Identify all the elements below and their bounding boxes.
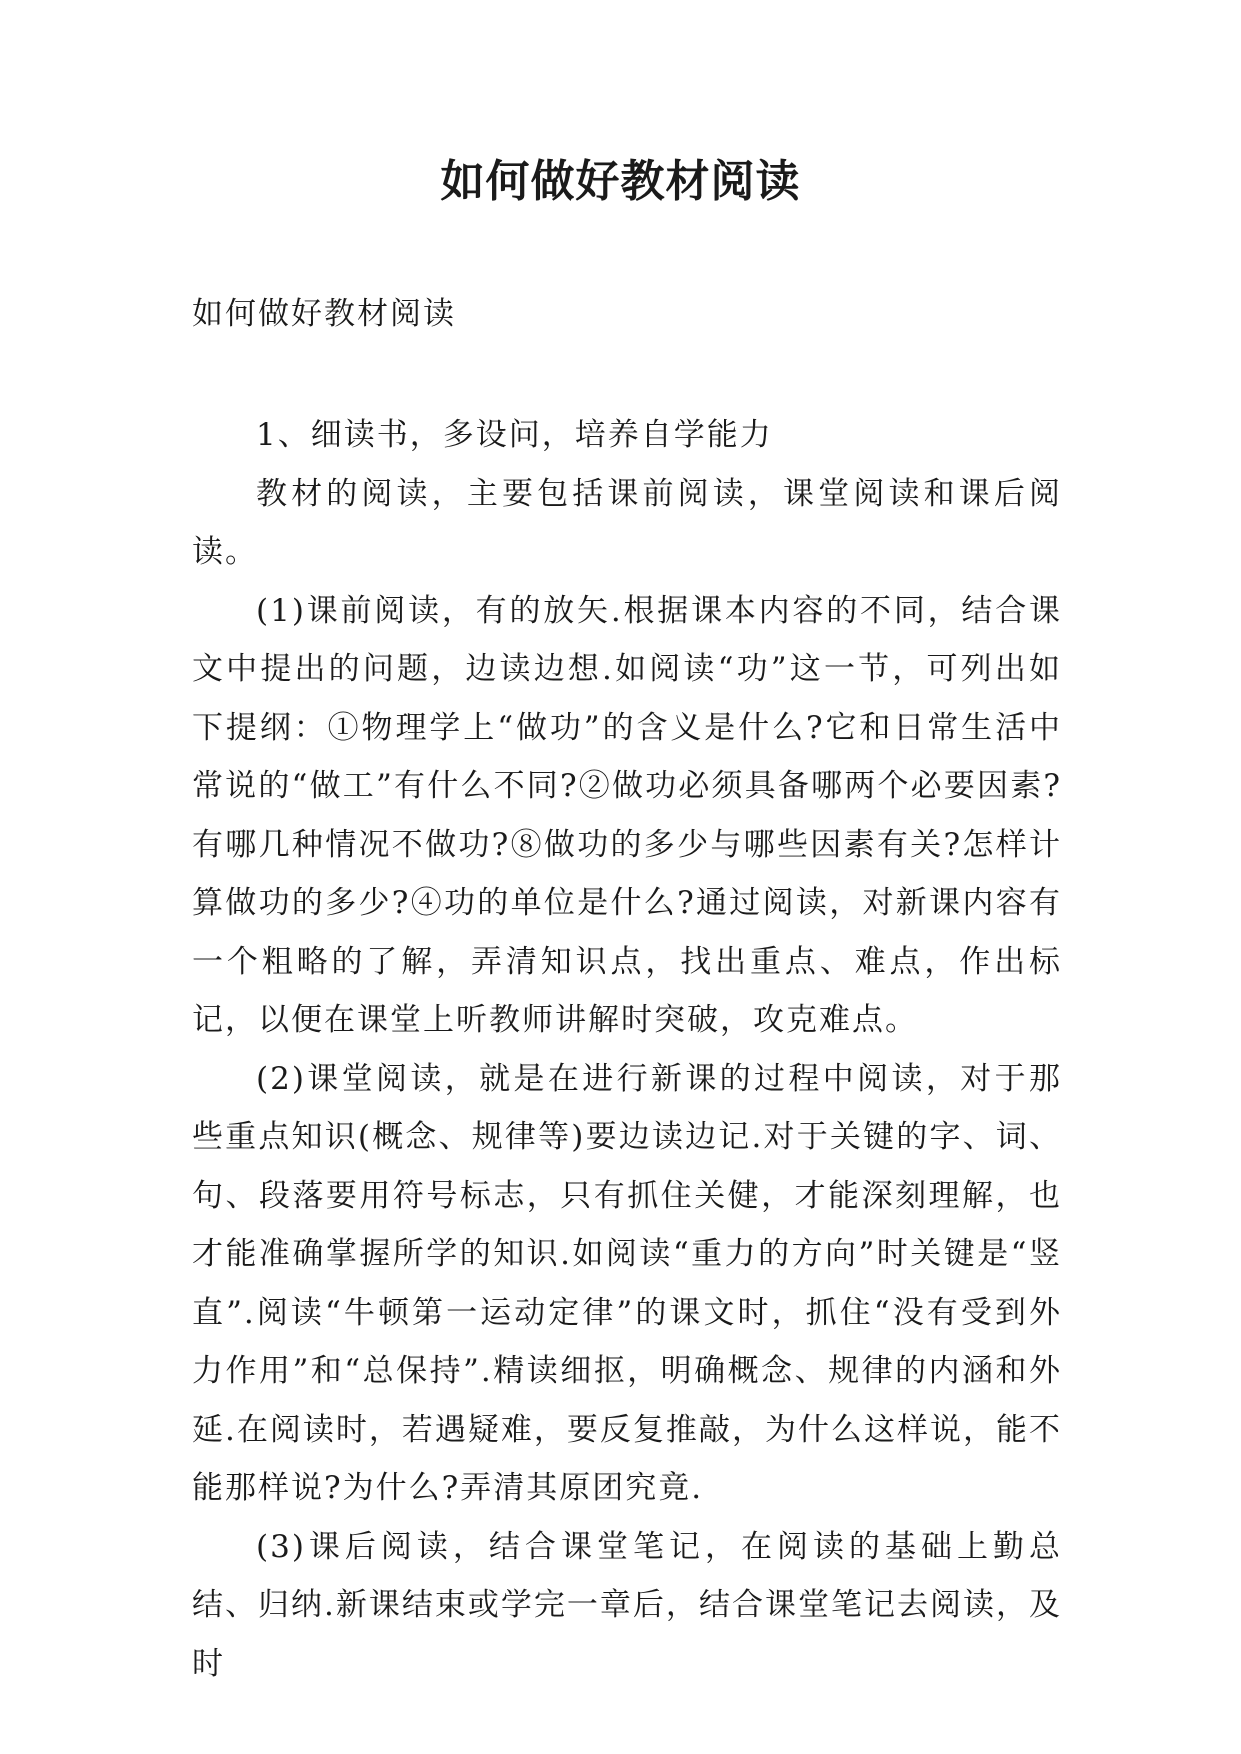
paragraph-after-class-reading: (3)课后阅读，结合课堂笔记，在阅读的基础上勤总结、归纳.新课结束或学完一章后，结合课堂笔记去阅读，及时	[192, 1528, 1062, 1682]
paragraph-in-class-reading: (2)课堂阅读，就是在进行新课的过程中阅读，对于那些重点知识(概念、规律等)要边读边记.对于关键的字、词、句、段落要用符号标志，只有抓住关健，才能深刻理解，也才能准确掌握所学的知识.如阅读“重力的方向”时关键是“竖直”.阅读“牛顿第一运动定律”的课文时，抓住“没有受到外力作用”和“总保持”.精读细抠，明确概念、规律的内涵和外延.在阅读时，若遇疑难，要反复推敲，为什么这样说，能不能那样说?为什么?弄清其原团究竟.	[192, 1060, 1062, 1506]
paragraph-pre-class-reading: (1)课前阅读，有的放矢.根据课本内容的不同，结合课文中提出的问题，边读边想.如阅读“功”这一节，可列出如下提纲：①物理学上“做功”的含义是什么?它和日常生活中常说的“做工”有什么不同?②做功必须具备哪两个必要因素?有哪几种情况不做功?⑧做功的多少与哪些因素有关?怎样计算做功的多少?④功的单位是什么?通过阅读，对新课内容有一个粗略的了解，弄清知识点，找出重点、难点，作出标记，以便在课堂上听教师讲解时突破，攻克难点。	[192, 592, 1062, 1038]
document-subtitle: 如何做好教材阅读	[192, 296, 456, 332]
paragraph-intro: 教材的阅读，主要包括课前阅读，课堂阅读和课后阅读。	[192, 475, 1062, 570]
document-body	[192, 406, 1062, 1693]
document-title: 如何做好教材阅读	[440, 156, 801, 207]
paragraph-heading-1: 1、细读书，多设问，培养自学能力	[256, 417, 773, 453]
